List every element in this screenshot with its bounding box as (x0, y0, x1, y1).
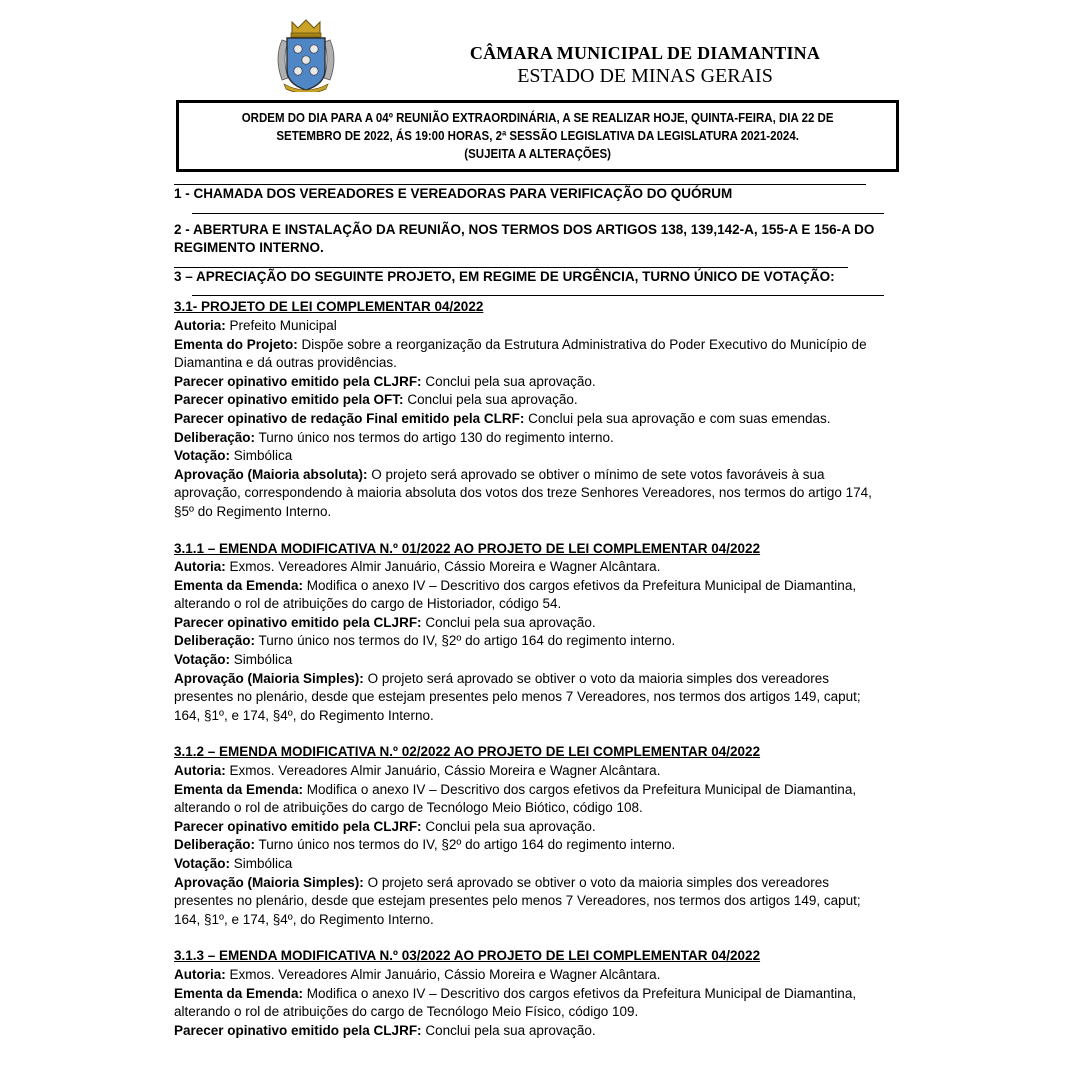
deliberacao-label: Deliberação: (174, 429, 256, 445)
ementa-label: Ementa da Emenda: (174, 781, 304, 797)
votacao-value: Simbólica (230, 856, 293, 871)
votacao-value: Simbólica (230, 448, 293, 464)
ementa-text-cont: alterando o rol de atribuições do cargo de Historiador, código 54. (174, 596, 562, 612)
votacao-value: Simbólica (230, 652, 293, 668)
parecer-value: Conclui pela sua aprovação. (403, 392, 578, 408)
parecer-label: Parecer opinativo de redação Final emitido pela CLRF: (174, 410, 525, 426)
ementa-text: Modifica o anexo IV – Descritivo dos cargos efetivos da Prefeitura Municipal de Diamantina, (303, 577, 857, 593)
aprovacao-text: O projeto será aprovado se obtiver o mínimo de sete votos favoráveis à sua (367, 466, 825, 482)
aprovacao-text-cont: presentes no plenário, desde que estejam presentes pelo menos 7 Vereadores, nos termos dos artigos 149, caput; (174, 689, 861, 705)
ementa-text-cont: Diamantina e dá outras providências. (174, 355, 397, 371)
autoria-label: Autoria: (174, 966, 226, 982)
agenda-content (174, 184, 900, 1040)
ementa-text-cont: alterando o rol de atribuições do cargo de Tecnólogo Meio Físico, código 109. (174, 1004, 639, 1020)
agenda-title-line-2: SETEMBRO DE 2022, ÁS 19:00 HORAS, 2ª SESSÃO LEGISLATIVA DA LEGISLATURA 2021-2024. (276, 129, 799, 143)
aprovacao-text-cont: aprovação, correspondendo à maioria absoluta dos votos dos treze Senhores Vereadores, nos termos do artigo 174, (174, 485, 872, 501)
parecer-label: Parecer opinativo emitido pela CLJRF: (174, 373, 422, 389)
autoria-value: Exmos. Vereadores Almir Januário, Cássio Moreira e Wagner Alcântara. (225, 966, 661, 982)
agenda-title-line-1: ORDEM DO DIA PARA A 04º REUNIÃO EXTRAORDINÁRIA, A SE REALIZAR HOJE, QUINTA-FEIRA, DIA 22 DE (241, 111, 834, 125)
votacao-label: Votação: (174, 652, 231, 668)
votacao-label: Votação: (174, 856, 231, 871)
aprovacao-text-cont: §5º do Regimento Interno. (174, 503, 332, 519)
municipal-coat-of-arms-icon (272, 18, 340, 92)
section-3-heading: 3 – APRECIAÇÃO DO SEGUINTE PROJETO, EM REGIME DE URGÊNCIA, TURNO ÚNICO DE VOTAÇÃO: (174, 268, 835, 284)
deliberacao-value: Turno único nos termos do artigo 130 do regimento interno. (255, 429, 614, 445)
parecer-label: Parecer opinativo emitido pela CLJRF: (174, 1022, 422, 1038)
ementa-label: Ementa da Emenda: (174, 985, 304, 1001)
aprovacao-text-cont: presentes no plenário, desde que estejam presentes pelo menos 7 Vereadores, nos termos dos artigos 149, caput; (174, 893, 861, 909)
ementa-text-cont: alterando o rol de atribuições do cargo de Tecnólogo Meio Biótico, código 108. (174, 800, 643, 816)
parecer-label: Parecer opinativo emitido pela CLJRF: (174, 614, 422, 630)
section-2-heading-line-2: REGIMENTO INTERNO. (174, 240, 324, 256)
aprovacao-label: Aprovação (Maioria Simples): (174, 874, 364, 890)
parecer-value: Conclui pela sua aprovação. (421, 614, 596, 630)
aprovacao-label: Aprovação (Maioria Simples): (174, 670, 364, 686)
deliberacao-label: Deliberação: (174, 633, 256, 649)
parecer-value: Conclui pela sua aprovação. (421, 1022, 596, 1038)
parecer-value: Conclui pela sua aprovação e com suas emendas. (524, 410, 831, 426)
section-1-heading: 1 - CHAMADA DOS VEREADORES E VEREADORAS PARA VERIFICAÇÃO DO QUÓRUM (174, 186, 733, 201)
section-2-heading-line-1: 2 - ABERTURA E INSTALAÇÃO DA REUNIÃO, NOS TERMOS DOS ARTIGOS 138, 139,142-A, 155-A E 156-A DO (174, 221, 875, 237)
autoria-value: Exmos. Vereadores Almir Januário, Cássio Moreira e Wagner Alcântara. (225, 559, 661, 575)
chamber-name: CÂMARA MUNICIPAL DE DIAMANTINA (469, 43, 821, 63)
parecer-value: Conclui pela sua aprovação. (421, 818, 596, 834)
votacao-label: Votação: (174, 448, 231, 464)
item-3-1-1-title: 3.1.1 – EMENDA MODIFICATIVA N.º 01/2022 AO PROJETO DE LEI COMPLEMENTAR 04/2022 (174, 540, 761, 556)
ementa-label: Ementa da Emenda: (174, 577, 304, 593)
ementa-text: Modifica o anexo IV – Descritivo dos cargos efetivos da Prefeitura Municipal de Diamantina, (303, 781, 857, 797)
state-name: ESTADO DE MINAS GERAIS (517, 65, 773, 87)
autoria-value: Prefeito Municipal (225, 317, 337, 333)
aprovacao-label: Aprovação (Maioria absoluta): (174, 466, 368, 482)
item-3-1-title: 3.1- PROJETO DE LEI COMPLEMENTAR 04/2022 (174, 299, 484, 315)
agenda-title-line-3: (SUJEITA A ALTERAÇÕES) (464, 147, 611, 161)
deliberacao-value: Turno único nos termos do IV, §2º do artigo 164 do regimento interno. (255, 633, 676, 649)
aprovacao-text-cont: 164, §1º, e 174, §4º, do Regimento Interno. (174, 911, 434, 927)
ementa-label: Ementa do Projeto: (174, 336, 298, 352)
item-3-1-2-title: 3.1.2 – EMENDA MODIFICATIVA N.º 02/2022 AO PROJETO DE LEI COMPLEMENTAR 04/2022 (174, 744, 761, 760)
ementa-text: Dispõe sobre a reorganização da Estrutura Administrativa do Poder Executivo do Município de (297, 336, 867, 352)
agenda-title-box (176, 100, 899, 172)
deliberacao-value: Turno único nos termos do IV, §2º do artigo 164 do regimento interno. (255, 837, 676, 853)
ementa-text: Modifica o anexo IV – Descritivo dos cargos efetivos da Prefeitura Municipal de Diamantina, (303, 985, 857, 1001)
chamber-header (440, 42, 850, 88)
parecer-label: Parecer opinativo emitido pela CLJRF: (174, 818, 422, 834)
parecer-label: Parecer opinativo emitido pela OFT: (174, 392, 404, 408)
item-3-1-3-title: 3.1.3 – EMENDA MODIFICATIVA N.º 03/2022 AO PROJETO DE LEI COMPLEMENTAR 04/2022 (174, 948, 761, 964)
parecer-value: Conclui pela sua aprovação. (421, 373, 596, 389)
autoria-label: Autoria: (174, 763, 226, 779)
autoria-label: Autoria: (174, 559, 226, 575)
aprovacao-text: O projeto será aprovado se obtiver o voto da maioria simples dos vereadores (363, 670, 830, 686)
autoria-value: Exmos. Vereadores Almir Januário, Cássio Moreira e Wagner Alcântara. (225, 763, 661, 779)
aprovacao-text: O projeto será aprovado se obtiver o voto da maioria simples dos vereadores (363, 874, 830, 890)
aprovacao-text-cont: 164, §1º, e 174, §4º, do Regimento Interno. (174, 707, 434, 723)
autoria-label: Autoria: (174, 317, 226, 333)
deliberacao-label: Deliberação: (174, 837, 256, 853)
